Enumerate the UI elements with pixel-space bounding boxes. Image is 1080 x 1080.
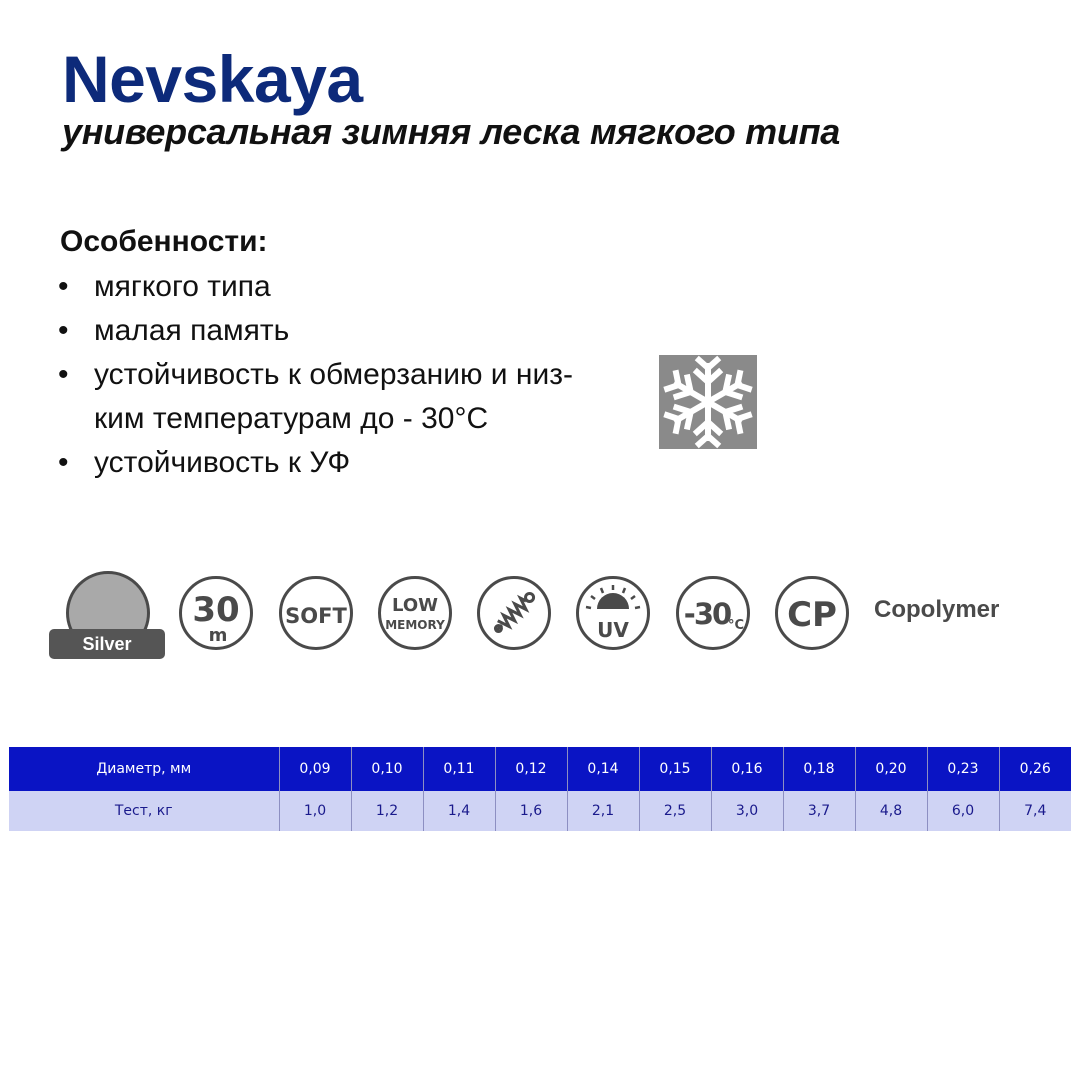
copolymer-icon [775, 576, 849, 650]
table-cell: 3,7 [783, 791, 855, 831]
table-cell: 0,09 [279, 747, 351, 791]
table-cell: 4,8 [855, 791, 927, 831]
feature-item: • малая память [56, 309, 636, 353]
table-cell: 7,4 [999, 791, 1071, 831]
product-title: Nevskaya [62, 42, 363, 116]
snowflake-icon [659, 355, 757, 449]
table-cell: 2,5 [639, 791, 711, 831]
table-cell: 1,4 [423, 791, 495, 831]
uv-icon [576, 576, 650, 650]
svg-text:°C: °C [727, 618, 745, 633]
row-header: Тест, кг [9, 791, 279, 831]
table-cell: 0,12 [495, 747, 567, 791]
table-cell: 0,16 [711, 747, 783, 791]
color-label: Silver [49, 629, 165, 659]
svg-text:SOFT: SOFT [285, 604, 347, 628]
temperature-icon [676, 576, 750, 650]
table-cell: 0,18 [783, 747, 855, 791]
feature-item: • мягкого типа [56, 265, 636, 309]
svg-text:MEMORY: MEMORY [385, 618, 445, 632]
bullet-icon: • [58, 314, 69, 347]
table-cell: 0,20 [855, 747, 927, 791]
table-cell: 3,0 [711, 791, 783, 831]
feature-item: • устойчивость к УФ [56, 441, 636, 485]
bullet-icon: • [58, 446, 69, 479]
svg-text:-30: -30 [683, 597, 731, 631]
svg-text:CP: CP [787, 595, 837, 635]
table-cell: 0,26 [999, 747, 1071, 791]
length-30m-icon [179, 576, 253, 650]
table-row-diameter [9, 747, 1071, 791]
svg-text:UV: UV [597, 618, 629, 642]
svg-text:LOW: LOW [392, 595, 438, 616]
table-cell: 0,23 [927, 747, 999, 791]
table-cell: 1,6 [495, 791, 567, 831]
features-heading: Особенности: [60, 225, 268, 258]
row-header: Диаметр, мм [9, 747, 279, 791]
table-cell: 0,10 [351, 747, 423, 791]
table-cell: 1,2 [351, 791, 423, 831]
bullet-icon: • [58, 270, 69, 303]
bullet-icon: • [58, 358, 69, 391]
low-memory-icon [378, 576, 452, 650]
svg-text:30: 30 [192, 590, 240, 630]
material-label: Copolymer [874, 596, 1000, 623]
table-cell: 6,0 [927, 791, 999, 831]
soft-icon [279, 576, 353, 650]
product-subtitle: универсальная зимняя леска мягкого типа [62, 111, 840, 152]
table-cell: 0,15 [639, 747, 711, 791]
feature-item-continuation: ким температурам до - 30°С [94, 402, 489, 435]
spring-icon [477, 576, 551, 650]
feature-item: • устойчивость к обмерзанию и низ- [56, 353, 636, 397]
features-list [56, 265, 636, 485]
table-cell: 1,0 [279, 791, 351, 831]
table-cell: 0,11 [423, 747, 495, 791]
table-row-test [9, 791, 1071, 831]
table-cell: 0,14 [567, 747, 639, 791]
table-cell: 2,1 [567, 791, 639, 831]
spec-table [9, 747, 1071, 831]
svg-text:m: m [208, 625, 228, 646]
